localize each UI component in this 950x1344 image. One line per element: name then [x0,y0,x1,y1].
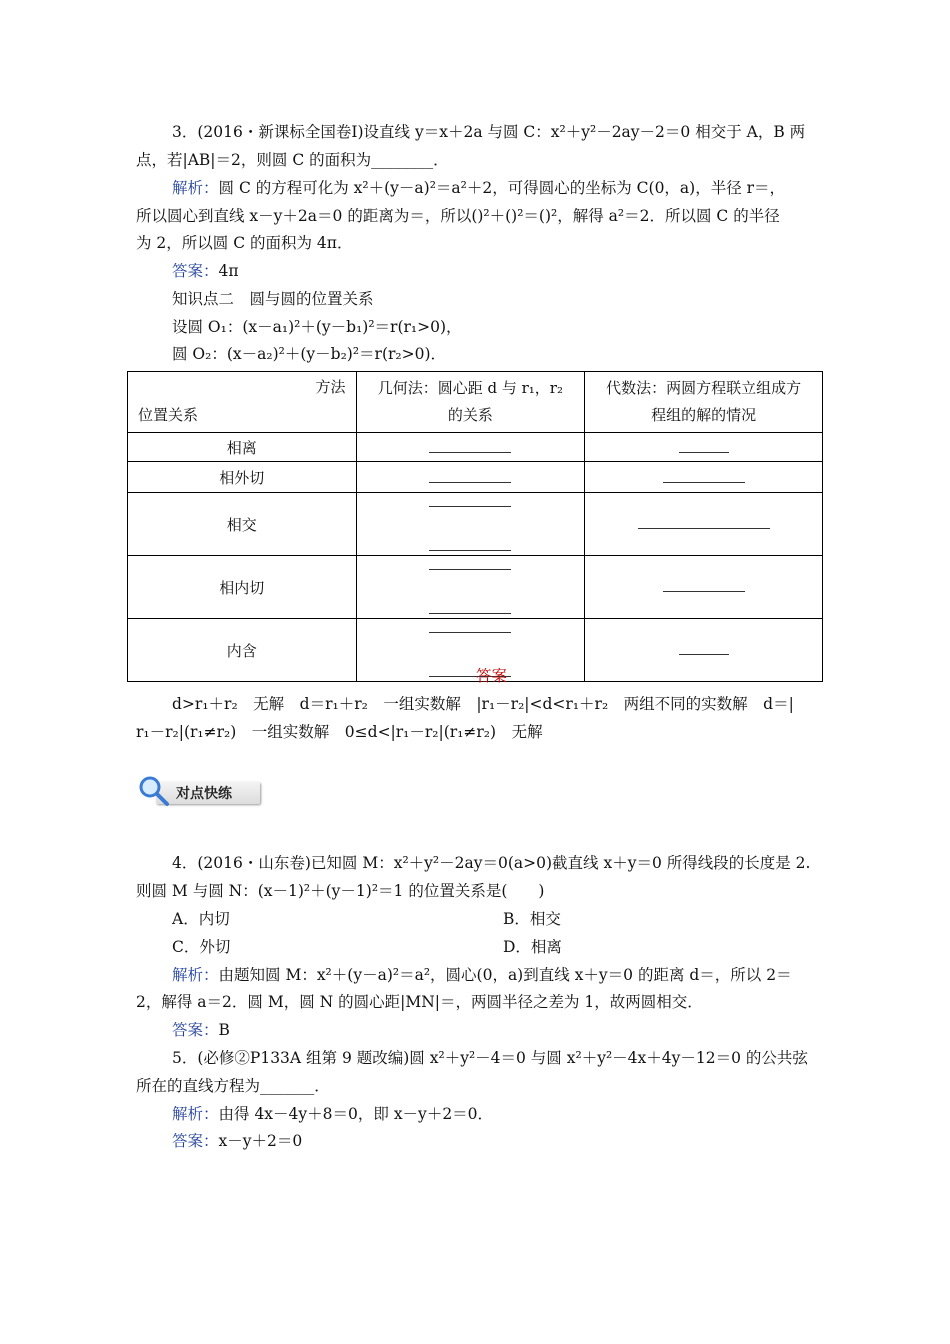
q3-solution-line2: 所以圆心到直线 x－y＋2a＝0 的距离为＝，所以()²＋()²＝()²，解得 a²＝2．所以圆 C 的半径 [136,207,780,225]
q4-line1: 4．(2016・山东卷)已知圆 M：x²＋y²－2ay＝0(a>0)截直线 x＋y＝0 所得线段的长度是 2. [172,854,811,872]
header-geometric [356,372,585,433]
table-row [128,433,823,462]
q4-line2: 则圆 M 与圆 N：(x－1)²＋(y－1)²＝1 的位置关系是( ) [136,882,545,900]
solution-label: 解析： [172,1105,219,1123]
q3-line1: 3．(2016・新课标全国卷Ⅰ)设直线 y＝x＋2a 与圆 C：x²＋y²－2ay－2＝0 相交于 A，B 两 [172,123,806,141]
table-answer-label: 答案 [476,667,508,685]
q5-line2: 所在的直线方程为_______． [136,1077,330,1095]
q3-line2: 点，若|AB|＝2，则圆 C 的面积为________． [136,151,449,169]
table-row [128,493,823,556]
fill-blank [356,433,585,462]
fill-blank [356,462,585,493]
fill-blank [585,462,823,493]
q3-solution-line3: 为 2，所以圆 C 的面积为 4π． [136,234,353,252]
magnifier-icon [136,774,172,808]
relation-name: 内含 [128,619,357,682]
q4-option-c: C．外切 [172,938,231,956]
knowledge-title: 知识点二 圆与圆的位置关系 [172,290,374,308]
q5-answer [172,1130,302,1152]
solution-text: 由题知圆 M：x²＋(y－a)²＝a²，圆心(0，a)到直线 x＋y＝0 的距离 d＝，所以 2＝ [218,966,792,984]
solution-text: 由得 4x－4y＋8＝0，即 x－y＋2＝0． [218,1105,494,1123]
answer-value: B [218,1021,230,1039]
q3-solution-line1 [172,177,785,199]
table-row [128,462,823,493]
header-algebraic-line2: 程组的解的情况 [651,406,757,424]
practice-badge [136,774,262,808]
table-answer-line2: r₁－r₂|(r₁≠r₂) 一组实数解 0≤d<|r₁－r₂|(r₁≠r₂) 无解 [136,723,543,741]
fill-blank [585,556,823,619]
q4-option-b: B．相交 [503,910,561,928]
answer-value: 4π [218,262,239,280]
header-geometric-line1: 几何法：圆心距 d 与 r₁，r₂ [377,379,563,397]
relation-name: 相内切 [128,556,357,619]
table-row [128,556,823,619]
q4-option-d: D．相离 [503,938,562,956]
q5-solution [172,1103,493,1125]
answer-label: 答案： [172,1132,219,1150]
fill-blank [585,619,823,682]
q4-solution-line2: 2，解得 a＝2．圆 M，圆 N 的圆心距|MN|＝，两圆半径之差为 1，故两圆相交． [136,993,703,1011]
fill-blank-double [356,619,585,682]
table-answer-line1: d>r₁＋r₂ 无解 d＝r₁＋r₂ 一组实数解 |r₁－r₂|<d<r₁＋r₂ 两组不同的实数解 d＝| [172,695,794,713]
relation-table [127,371,823,682]
table-row [128,619,823,682]
header-algebraic [585,372,823,433]
relation-name: 相交 [128,493,357,556]
q4-solution-line1 [172,964,792,986]
fill-blank-double [356,493,585,556]
header-geometric-line2: 的关系 [447,406,493,424]
solution-label: 解析： [172,966,219,984]
header-diagonal-cell [128,372,357,433]
header-algebraic-line1: 代数法：两圆方程联立组成方 [606,379,802,397]
knowledge-circle1: 设圆 O₁：(x－a₁)²＋(y－b₁)²＝r(r₁>0)， [172,318,462,336]
answer-label: 答案： [172,1021,219,1039]
relation-name: 相外切 [128,462,357,493]
solution-text: 圆 C 的方程可化为 x²＋(y－a)²＝a²＋2，可得圆心的坐标为 C(0，a)，半径 r＝， [218,179,786,197]
knowledge-circle2: 圆 O₂：(x－a₂)²＋(y－b₂)²＝r(r₂>0)． [172,345,447,363]
q4-answer [172,1019,230,1041]
q5-line1: 5．(必修②P133A 组第 9 题改编)圆 x²＋y²－4＝0 与圆 x²＋y²－4x＋4y－12＝0 的公共弦 [172,1049,808,1067]
header-relation: 位置关系 [138,406,199,424]
fill-blank [585,433,823,462]
fill-blank [585,493,823,556]
solution-label: 解析： [172,179,219,197]
practice-badge-label: 对点快练 [176,786,232,802]
fill-blank-double [356,556,585,619]
q4-option-a: A．内切 [172,910,230,928]
header-method: 方法 [315,378,346,396]
answer-value: x－y＋2＝0 [218,1132,303,1150]
answer-label: 答案： [172,262,219,280]
q3-answer [172,260,239,282]
relation-name: 相离 [128,433,357,462]
table-header-row [128,372,823,433]
